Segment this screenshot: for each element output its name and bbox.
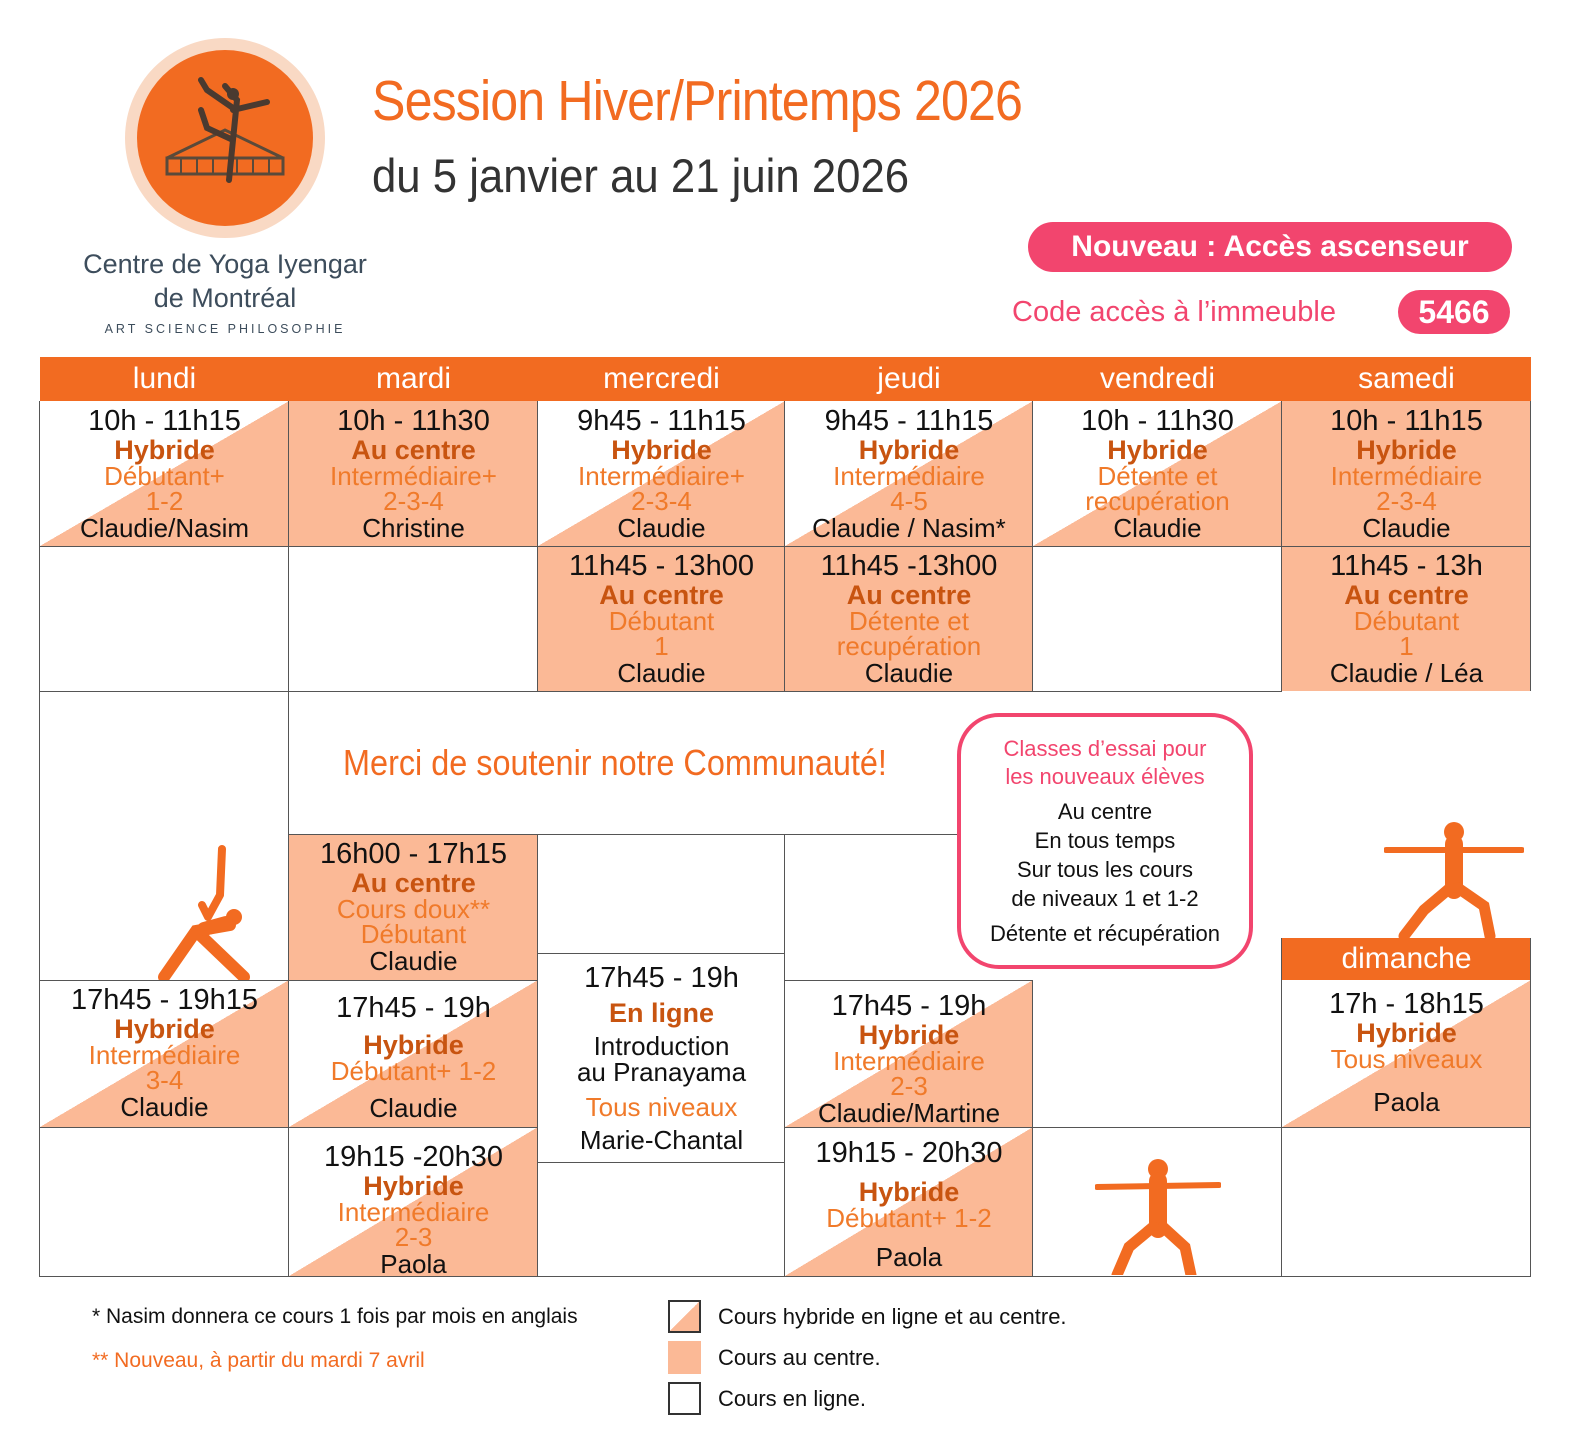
class-teacher: Claudie / Nasim* xyxy=(812,513,1006,543)
class-teacher: Claudie xyxy=(617,658,706,688)
yoga-temple-logo-icon xyxy=(137,50,313,226)
class-level-num: 3-4 xyxy=(145,1065,184,1095)
day-header-mercredi: mercredi xyxy=(538,357,785,401)
class-level: Débutant xyxy=(1353,606,1460,636)
class-teacher: Paola xyxy=(380,1249,447,1276)
class-level: Intermédiaire xyxy=(1330,461,1483,491)
class-level-num: recupération xyxy=(836,631,982,661)
class-time: 11h45 - 13h xyxy=(1330,550,1483,582)
class-mode: Au centre xyxy=(351,868,476,898)
class-time: 19h15 -20h30 xyxy=(324,1141,503,1173)
class-level: Débutant+ 1-2 xyxy=(330,1056,497,1086)
class-level-num: 2-3-4 xyxy=(1376,486,1437,516)
class-time: 17h45 - 19h xyxy=(336,992,491,1024)
trial-line-2: En tous temps xyxy=(1034,828,1176,853)
class-sat-morning xyxy=(1282,401,1531,546)
class-mode: Hybride xyxy=(858,435,960,465)
class-title-2: au Pranayama xyxy=(576,1057,747,1087)
class-teacher: Christine xyxy=(362,513,465,543)
class-teacher: Marie-Chantal xyxy=(579,1125,744,1155)
class-teacher: Paola xyxy=(875,1242,943,1272)
legend-hybrid-label: Cours hybride en ligne et au centre. xyxy=(718,1304,1067,1329)
logo xyxy=(137,50,313,226)
class-sat-midday xyxy=(1282,546,1531,691)
day-header-samedi: samedi xyxy=(1282,357,1531,401)
class-teacher: Claudie xyxy=(120,1092,209,1122)
warrior-pose-figure-icon-bottom xyxy=(1095,1157,1221,1275)
class-level: Intermédiaire xyxy=(833,461,985,491)
trial-title-1: Classes d’essai pour xyxy=(1003,736,1207,761)
day-header-mardi: mardi xyxy=(289,357,538,401)
class-sun-evening xyxy=(1282,980,1531,1127)
class-time: 9h45 - 11h15 xyxy=(824,405,994,437)
org-tagline: ART SCIENCE PHILOSOPHIE xyxy=(104,322,346,336)
org-name xyxy=(30,247,420,315)
class-teacher: Claudie xyxy=(864,658,954,688)
building-code-value: 5466 xyxy=(1398,290,1510,334)
class-level-num: 2-3 xyxy=(890,1071,928,1101)
class-level: Intermédiaire xyxy=(337,1197,490,1227)
class-time: 17h45 - 19h15 xyxy=(70,984,259,1016)
class-mode: Hybride xyxy=(363,1030,464,1060)
class-time: 10h - 11h15 xyxy=(1330,405,1483,437)
class-time: 10h - 11h30 xyxy=(337,405,490,437)
trial-line-5: Détente et récupération xyxy=(990,921,1220,946)
class-wed-midday xyxy=(538,546,785,691)
class-mode: Au centre xyxy=(599,580,724,610)
class-teacher: Claudie/Nasim xyxy=(79,513,250,543)
class-level-num: 2-3 xyxy=(394,1222,433,1252)
class-tue-morning xyxy=(289,401,538,546)
class-teacher: Claudie xyxy=(369,1093,458,1123)
new-elevator-badge: Nouveau : Accès ascenseur xyxy=(1028,222,1512,272)
triangle-pose-figure-icon xyxy=(150,845,250,980)
page-title: Session Hiver/Printemps 2026 xyxy=(372,69,1023,133)
class-time: 11h45 - 13h00 xyxy=(569,550,754,582)
warrior-pose-figure-icon-top xyxy=(1384,820,1524,938)
trial-line-4: de niveaux 1 et 1-2 xyxy=(1011,886,1199,911)
page-subtitle: du 5 janvier au 21 juin 2026 xyxy=(372,149,910,202)
class-mode: Hybride xyxy=(114,1014,215,1044)
class-level: Intermédiaire+ xyxy=(330,461,497,491)
day-header-jeudi: jeudi xyxy=(785,357,1033,401)
class-time: 11h45 -13h00 xyxy=(820,550,998,582)
legend-hybrid-swatch xyxy=(668,1300,701,1333)
class-time: 17h - 18h15 xyxy=(1329,988,1484,1020)
class-wed-evening xyxy=(538,953,785,1163)
class-time: 17h45 - 19h xyxy=(584,962,739,994)
class-mode: Hybride xyxy=(1356,1018,1457,1048)
class-time: 9h45 - 11h15 xyxy=(577,405,746,437)
class-thu-evening xyxy=(785,980,1033,1127)
class-level-num: 1 xyxy=(654,631,669,661)
building-code-label: Code accès à l’immeuble xyxy=(1012,296,1336,328)
class-mode: Hybride xyxy=(114,435,215,465)
class-tue-late xyxy=(289,1127,538,1276)
class-time: 17h45 - 19h xyxy=(831,990,987,1022)
class-tue-evening xyxy=(289,980,538,1127)
class-level: Cours doux** xyxy=(336,894,491,924)
community-message: Merci de soutenir notre Communauté! xyxy=(343,742,887,783)
day-header-vendredi: vendredi xyxy=(1033,357,1282,401)
class-level: Débutant+ xyxy=(104,461,225,491)
class-mode: En ligne xyxy=(608,998,714,1028)
class-level: Intermédiaire xyxy=(833,1046,985,1076)
trial-classes-box xyxy=(957,713,1253,969)
footnote-new-class: ** Nouveau, à partir du mardi 7 avril xyxy=(92,1349,425,1372)
class-thu-midday xyxy=(785,546,1033,691)
class-level: Intermédiaire xyxy=(88,1040,241,1070)
class-mon-morning xyxy=(40,401,289,546)
legend-online-swatch xyxy=(668,1382,701,1415)
class-time: 10h - 11h30 xyxy=(1081,405,1234,437)
class-teacher: Claudie / Léa xyxy=(1329,658,1484,688)
class-mode: Hybride xyxy=(1107,435,1208,465)
class-mode: Hybride xyxy=(858,1020,960,1050)
class-level-num: 2-3-4 xyxy=(383,486,444,516)
class-level: Intermédiaire+ xyxy=(578,461,745,491)
org-name-line2: de Montréal xyxy=(153,283,297,313)
trial-line-1: Au centre xyxy=(1057,799,1153,824)
legend-center-swatch xyxy=(668,1341,701,1374)
class-teacher: Claudie xyxy=(1362,513,1451,543)
class-level: Débutant+ 1-2 xyxy=(826,1203,992,1233)
class-time: 10h - 11h15 xyxy=(88,405,241,437)
class-tue-afternoon xyxy=(289,834,538,980)
class-level: Détente et xyxy=(849,606,969,636)
class-time: 19h15 - 20h30 xyxy=(815,1137,1003,1169)
class-level-num: Débutant xyxy=(360,919,467,949)
class-teacher: Claudie xyxy=(369,946,458,976)
class-mode: Au centre xyxy=(351,435,476,465)
class-teacher: Claudie xyxy=(617,513,706,543)
footnote-nasim: * Nasim donnera ce cours 1 fois par mois en anglais xyxy=(92,1305,578,1328)
class-level-num: 1-2 xyxy=(145,486,184,516)
trial-line-3: Sur tous les cours xyxy=(1016,857,1194,882)
class-level-num: 4-5 xyxy=(890,486,928,516)
class-title: Introduction xyxy=(593,1031,730,1061)
class-teacher: Claudie/Martine xyxy=(817,1098,1001,1127)
class-level: Détente et xyxy=(1097,461,1218,491)
class-level-num: 2-3-4 xyxy=(631,486,692,516)
class-mode: Hybride xyxy=(1356,435,1457,465)
class-teacher: Paola xyxy=(1373,1087,1440,1117)
class-mode: Au centre xyxy=(846,580,972,610)
trial-title-2: les nouveaux élèves xyxy=(1005,764,1205,789)
class-mode: Hybride xyxy=(611,435,712,465)
class-time: 16h00 - 17h15 xyxy=(319,838,508,870)
org-name-line1: Centre de Yoga Iyengar xyxy=(83,249,367,279)
class-wed-morning xyxy=(538,401,785,546)
day-header-lundi: lundi xyxy=(40,357,289,401)
class-level: Tous niveaux xyxy=(585,1092,738,1122)
class-thu-morning xyxy=(785,401,1033,546)
class-mode: Au centre xyxy=(1344,580,1469,610)
class-mode: Hybride xyxy=(858,1177,960,1207)
legend-center-label: Cours au centre. xyxy=(718,1345,881,1370)
class-mon-evening xyxy=(40,980,289,1127)
day-header-dimanche: dimanche xyxy=(1282,938,1531,980)
class-mode: Hybride xyxy=(363,1171,464,1201)
class-teacher: Claudie xyxy=(1113,513,1202,543)
class-level-num: 1 xyxy=(1399,631,1414,661)
class-thu-late xyxy=(785,1127,1033,1276)
class-fri-morning xyxy=(1033,401,1282,546)
class-level: Tous niveaux xyxy=(1330,1044,1483,1074)
legend-online-label: Cours en ligne. xyxy=(718,1386,866,1411)
class-level-num: recupération xyxy=(1085,486,1230,516)
class-level: Débutant xyxy=(608,606,715,636)
